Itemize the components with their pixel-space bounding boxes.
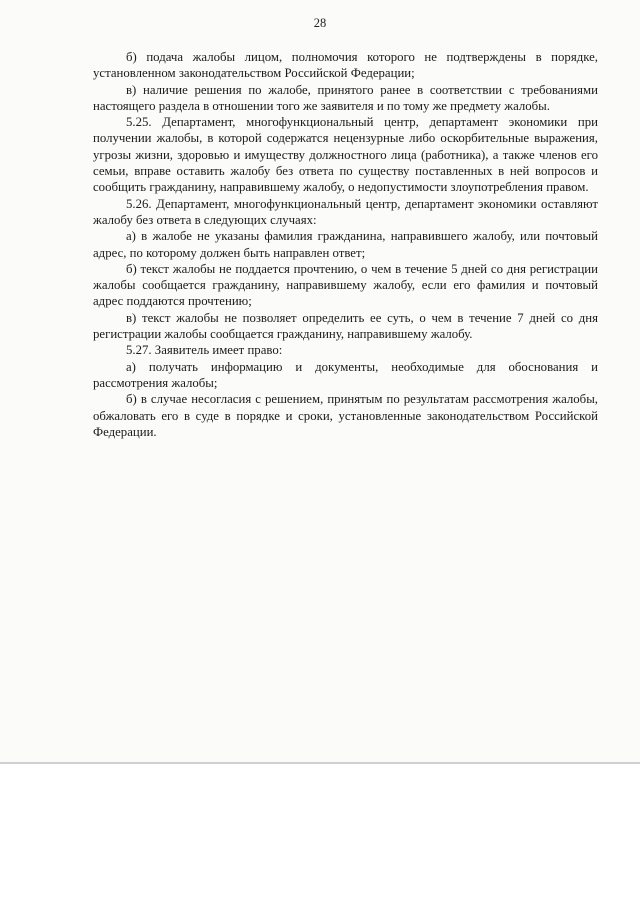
paragraph-5-26-b: б) текст жалобы не поддается прочтению, о чем в течение 5 дней со дня регистрации жалобы сообщается гражданину, направившему жалобу, если его фамилия и почтовый адрес поддаются прочтению; (93, 261, 598, 309)
paragraph-5-25: 5.25. Департамент, многофункциональный центр, департамент экономики при получении жалобы, в которой содержатся нецензурные либо оскорбительные выражения, угрозы жизни, здоровью и имуществу должностного лица (работника), а также членов его семьи, вправе оставить жалобу без ответа по существу поставленных в ней вопросов и сообщить гражданину, направившему жалобу, о недопустимости злоупотребления правом. (93, 115, 598, 195)
document-body (93, 49, 598, 440)
paragraph-5-26: 5.26. Департамент, многофункциональный центр, департамент экономики оставляют жалобу без ответа в следующих случаях: (93, 196, 598, 227)
page-number: 28 (313, 16, 327, 30)
paragraph-5-27: 5.27. Заявитель имеет право: (126, 343, 283, 358)
paragraph-5-24-v: в) наличие решения по жалобе, принятого ранее в соответствии с требованиями настоящего раздела в отношении того же заявителя и по тому же предмету жалобы. (93, 82, 598, 113)
paragraph-5-26-a: а) в жалобе не указаны фамилия гражданина, направившего жалобу, или почтовый адрес, по которому должен быть направлен ответ; (93, 229, 598, 260)
page-edge (0, 762, 640, 764)
paragraph-5-27-a: а) получать информацию и документы, необходимые для обоснования и рассмотрения жалобы; (93, 359, 598, 390)
paragraph-5-24-b: б) подача жалобы лицом, полномочия которого не подтверждены в порядке, установленном законодательством Российской Федерации; (93, 50, 598, 81)
paragraph-5-27-b: б) в случае несогласия с решением, принятым по результатам рассмотрения жалобы, обжаловать его в суде в порядке и сроки, установленные законодательством Российской Федерации. (93, 392, 598, 439)
paragraph-5-26-v: в) текст жалобы не позволяет определить ее суть, о чем в течение 7 дней со дня регистрации жалобы сообщается гражданину, направившему жалобу. (93, 310, 598, 342)
